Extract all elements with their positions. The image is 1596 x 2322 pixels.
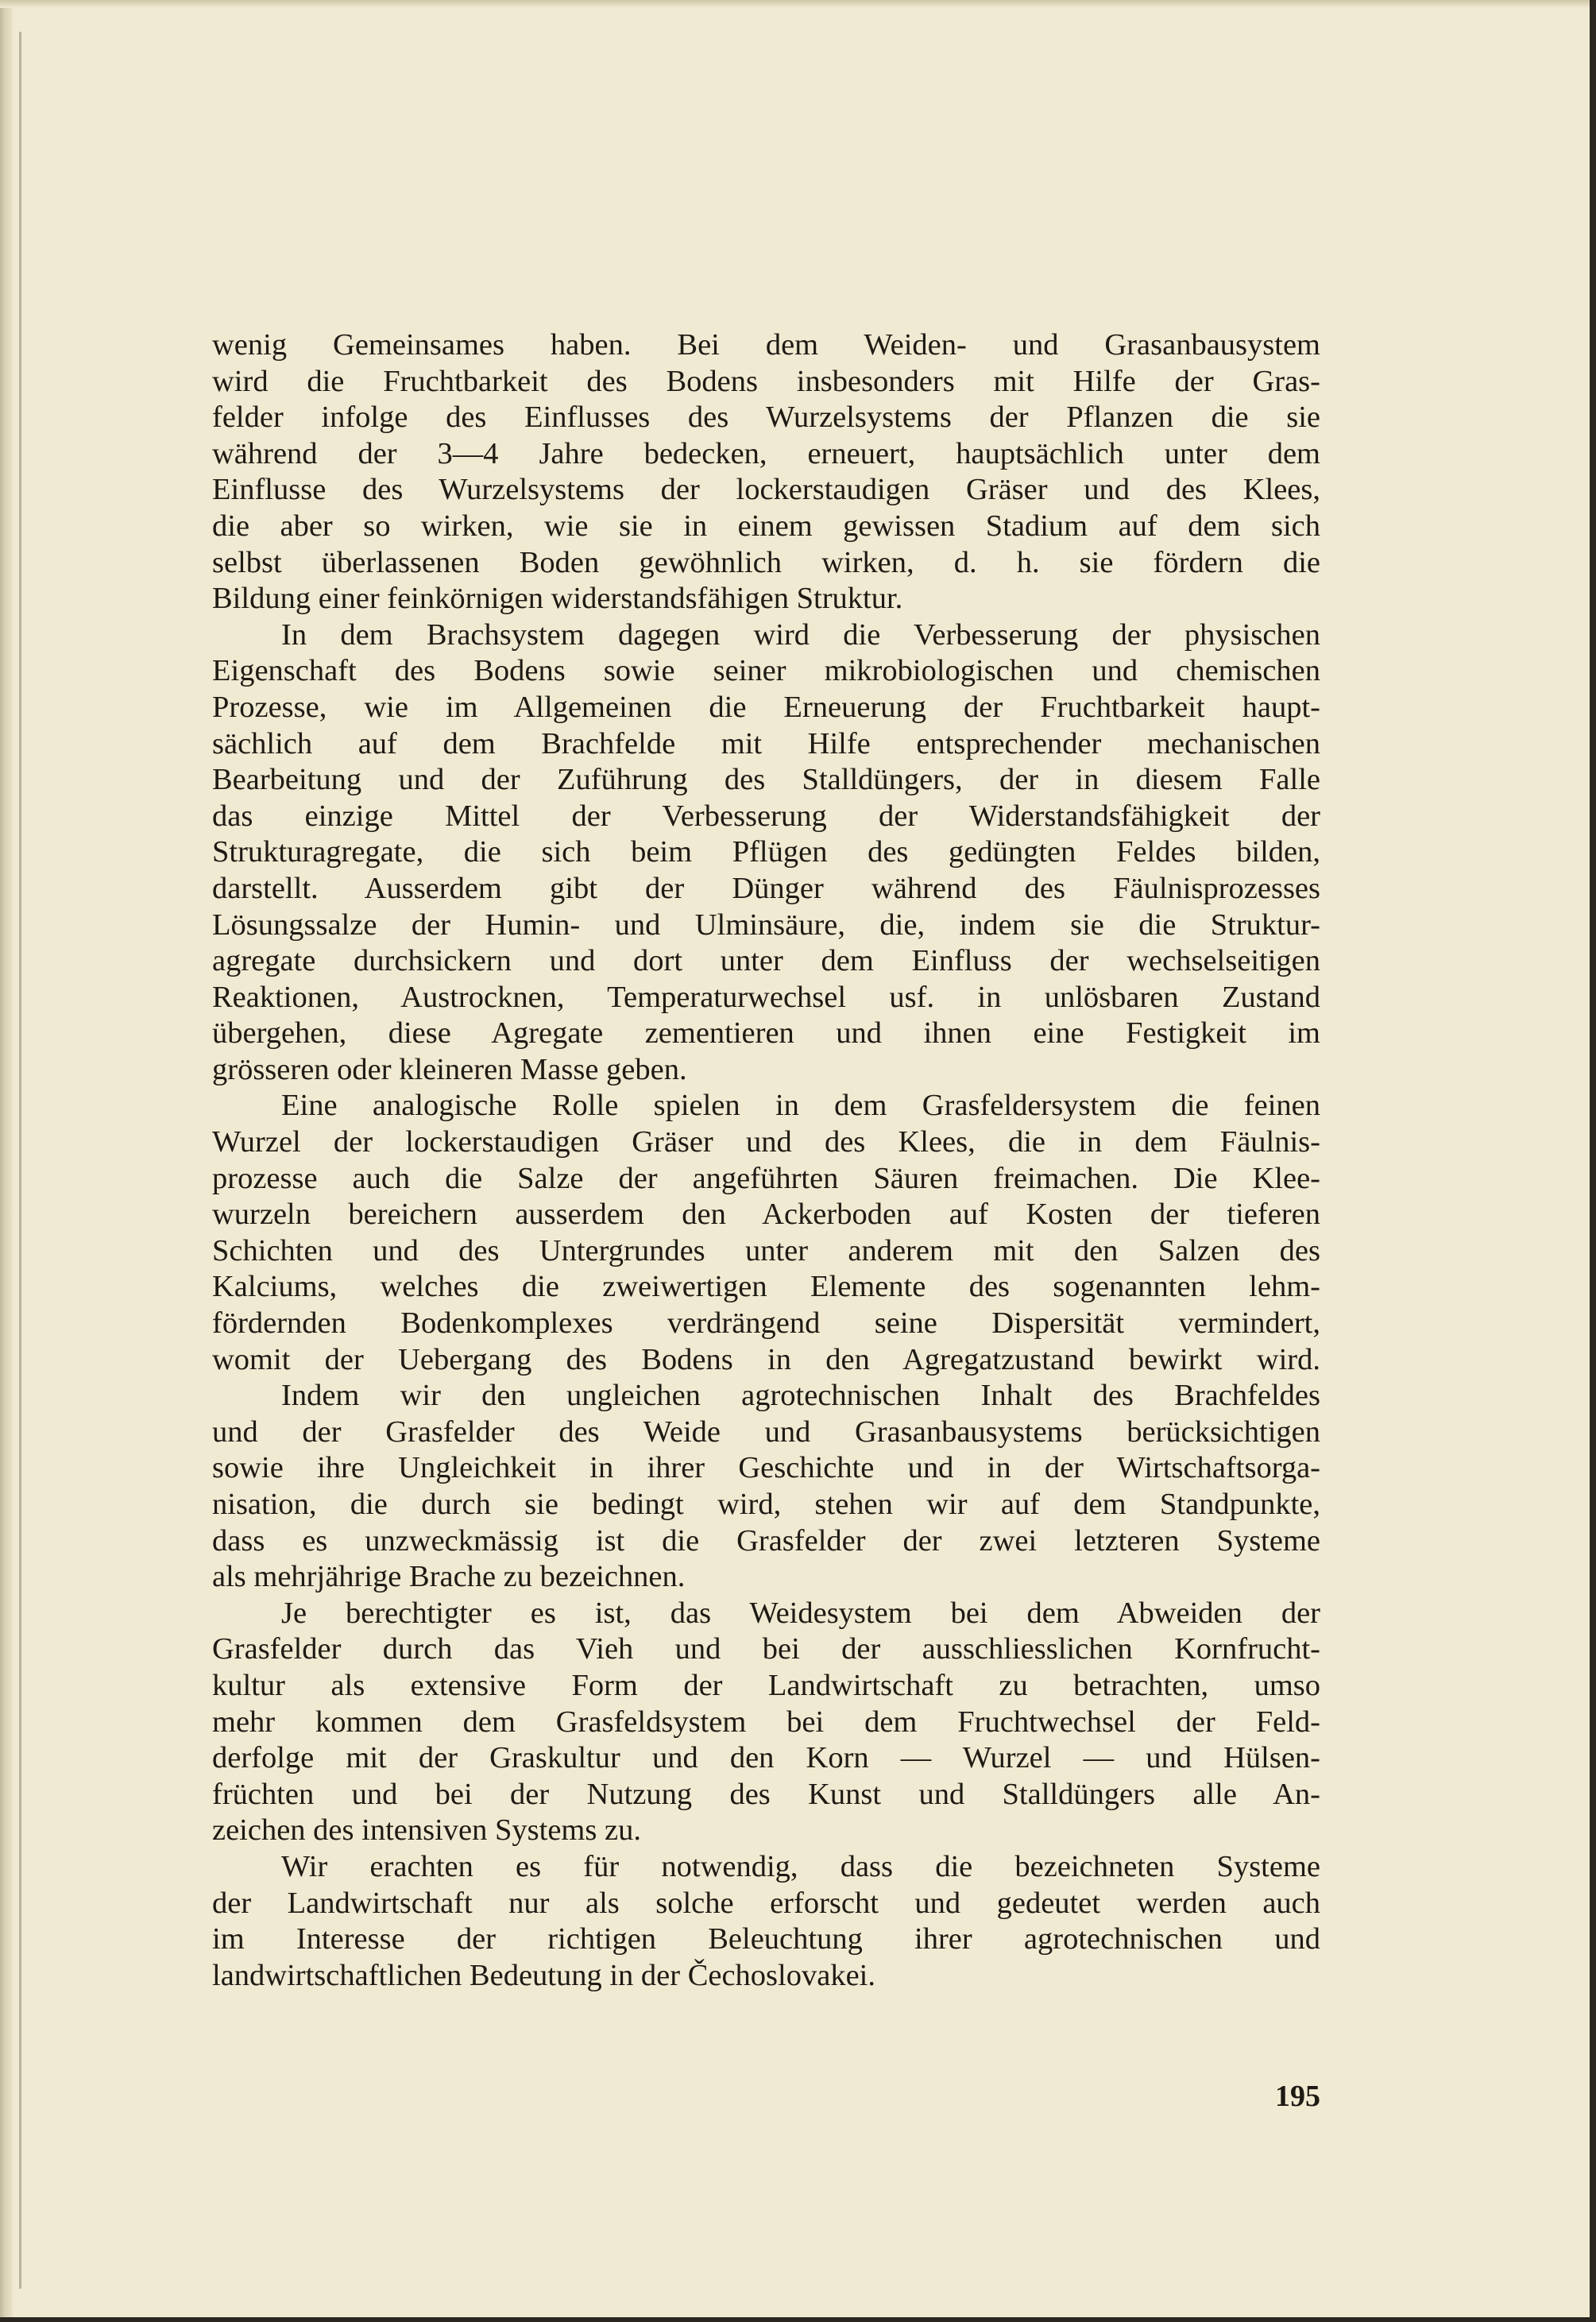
page-binding-edge bbox=[0, 0, 13, 2322]
scan-right-border bbox=[1590, 0, 1596, 2322]
paragraph-3 bbox=[212, 1088, 1320, 1378]
binding-shadow-line bbox=[19, 32, 21, 2289]
text-line: wurzeln bereichern ausserdem den Ackerboden auf Kosten der tieferen bbox=[212, 1198, 1320, 1232]
text-line: landwirtschaftlichen Bedeutung in der Čechoslovakei. bbox=[212, 1958, 875, 1992]
text-line: Kalciums, welches die zweiwertigen Elemente des sogenannten lehm- bbox=[212, 1270, 1320, 1304]
paragraph-5 bbox=[212, 1596, 1320, 1849]
text-line: wenig Gemeinsames haben. Bei dem Weiden- und Grasanbausystem bbox=[212, 328, 1320, 362]
text-line: Eine analogische Rolle spielen in dem Grasfeldersystem die feinen bbox=[281, 1089, 1320, 1123]
text-line: wird die Fruchtbarkeit des Bodens insbesonders mit Hilfe der Gras- bbox=[212, 364, 1320, 398]
text-line: Schichten und des Untergrundes unter anderem mit den Salzen des bbox=[212, 1233, 1320, 1267]
text-line: derfolge mit der Graskultur und den Korn — Wurzel — und Hülsen- bbox=[212, 1741, 1320, 1775]
text-line: zeichen des intensiven Systems zu. bbox=[212, 1813, 641, 1848]
text-line: darstellt. Ausserdem gibt der Dünger während des Fäulnisprozesses bbox=[212, 871, 1320, 905]
text-line: das einzige Mittel der Verbesserung der Widerstandsfähigkeit der bbox=[212, 799, 1320, 833]
text-line: Strukturagregate, die sich beim Pflügen des gedüngten Feldes bilden, bbox=[212, 835, 1320, 869]
page-top-edge bbox=[0, 0, 1596, 8]
text-line: felder infolge des Einflusses des Wurzelsystems der Pflanzen die sie bbox=[212, 401, 1320, 435]
text-line: fördernden Bodenkomplexes verdrängend seine Dispersität vermindert, bbox=[212, 1306, 1320, 1341]
text-line: während der 3—4 Jahre bedecken, erneuert, hauptsächlich unter dem bbox=[212, 436, 1320, 470]
text-line: Bildung einer feinkörnigen widerstandsfähigen Struktur. bbox=[212, 582, 903, 616]
text-line: sowie ihre Ungleichkeit in ihrer Geschichte und in der Wirtschaftsorga- bbox=[212, 1451, 1320, 1485]
text-line: nisation, die durch sie bedingt wird, stehen wir auf dem Standpunkte, bbox=[212, 1488, 1320, 1521]
text-line: kultur als extensive Form der Landwirtschaft zu betrachten, umso bbox=[212, 1668, 1320, 1702]
page-number: 195 bbox=[1275, 2080, 1320, 2113]
text-line: die aber so wirken, wie sie in einem gewissen Stadium auf dem sich bbox=[212, 509, 1320, 543]
text-line: Grasfelder durch das Vieh und bei der ausschliesslichen Kornfrucht- bbox=[212, 1632, 1320, 1666]
text-line: Indem wir den ungleichen agrotechnischen Inhalt des Brachfeldes bbox=[281, 1379, 1320, 1413]
text-line: Einflusse des Wurzelsystems der lockerstaudigen Gräser und des Klees, bbox=[212, 473, 1320, 507]
text-line: Prozesse, wie im Allgemeinen die Erneuerung der Fruchtbarkeit haupt- bbox=[212, 690, 1320, 724]
text-line: Wir erachten es für notwendig, dass die bezeichneten Systeme bbox=[281, 1849, 1320, 1883]
text-line: Je berechtigter es ist, das Weidesystem bei dem Abweiden der bbox=[281, 1596, 1320, 1630]
text-line: dass es unzweckmässig ist die Grasfelder der zwei letzteren Systeme bbox=[212, 1523, 1320, 1558]
text-line: selbst überlassenen Boden gewöhnlich wirken, d. h. sie fördern die bbox=[212, 545, 1320, 579]
text-line: als mehrjährige Brache zu bezeichnen. bbox=[212, 1560, 686, 1594]
text-line: sächlich auf dem Brachfelde mit Hilfe entsprechender mechanischen bbox=[212, 726, 1320, 760]
text-line: und der Grasfelder des Weide und Grasanbausystems berücksichtigen bbox=[212, 1414, 1320, 1449]
text-line: Lösungssalze der Humin- und Ulminsäure, die, indem sie die Struktur- bbox=[212, 908, 1320, 942]
text-line: Reaktionen, Austrocknen, Temperaturwechsel usf. in unlösbaren Zustand bbox=[212, 980, 1320, 1014]
text-line: der Landwirtschaft nur als solche erforscht und gedeutet werden auch bbox=[212, 1886, 1320, 1920]
text-line: Wurzel der lockerstaudigen Gräser und des Klees, die in dem Fäulnis- bbox=[212, 1125, 1320, 1159]
paragraph-4 bbox=[212, 1378, 1320, 1596]
text-line: mehr kommen dem Grasfeldsystem bei dem Fruchtwechsel der Feld- bbox=[212, 1705, 1320, 1739]
text-line: grösseren oder kleineren Masse geben. bbox=[212, 1052, 687, 1086]
paragraph-2 bbox=[212, 617, 1320, 1089]
text-line: früchten und bei der Nutzung des Kunst und Stalldüngers alle An- bbox=[212, 1777, 1320, 1811]
paragraph-1 bbox=[212, 327, 1320, 617]
text-line: übergehen, diese Agregate zementieren und ihnen eine Festigkeit im bbox=[212, 1016, 1320, 1051]
text-line: prozesse auch die Salze der angeführten Säuren freimachen. Die Klee- bbox=[212, 1161, 1320, 1195]
text-line: Bearbeitung und der Zuführung des Stalldüngers, der in diesem Falle bbox=[212, 763, 1320, 797]
paragraph-6 bbox=[212, 1849, 1320, 1994]
scan-bottom-border bbox=[0, 2317, 1596, 2322]
text-line: im Interesse der richtigen Beleuchtung ihrer agrotechnischen und bbox=[212, 1922, 1320, 1956]
text-line: In dem Brachsystem dagegen wird die Verbesserung der physischen bbox=[281, 617, 1320, 652]
body-text bbox=[212, 327, 1320, 1994]
text-line: womit der Uebergang des Bodens in den Agregatzustand bewirkt wird. bbox=[212, 1342, 1320, 1376]
text-line: Eigenschaft des Bodens sowie seiner mikrobiologischen und chemischen bbox=[212, 654, 1320, 688]
text-line: agregate durchsickern und dort unter dem Einfluss der wechselseitigen bbox=[212, 944, 1320, 978]
